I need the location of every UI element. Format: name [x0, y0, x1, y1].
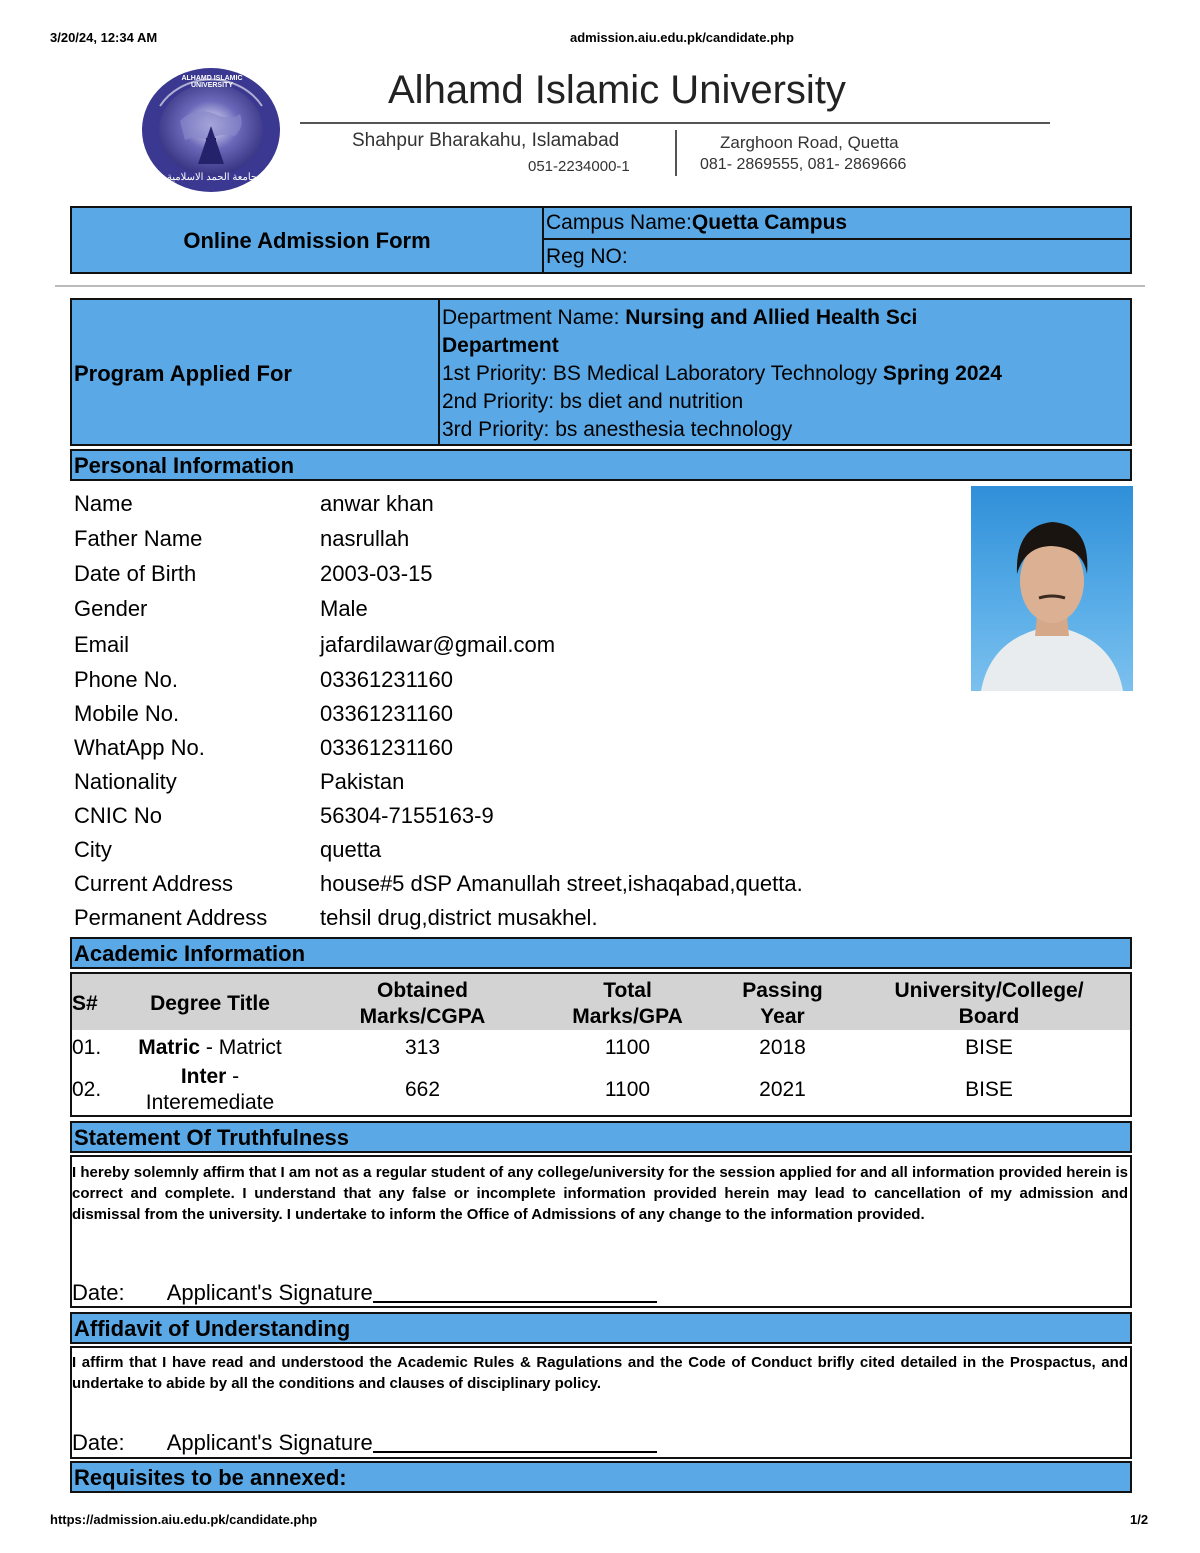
row1-total: 1100: [604, 1036, 651, 1059]
row1-board: BISE: [965, 1036, 1013, 1059]
priority1: 1st Priority: BS Medical Laboratory Technology: [442, 362, 883, 385]
field-label: Name: [74, 491, 133, 516]
field-value: jafardilawar@gmail.com: [320, 632, 556, 657]
field-value: 2003-03-15: [320, 561, 433, 586]
th-year-1: Passing: [742, 979, 823, 1002]
affidavit-signature-line: [72, 1430, 657, 1456]
row2-total: 1100: [604, 1078, 651, 1101]
print-page-number: 1/2: [1130, 1512, 1149, 1527]
field-label: WhatApp No.: [74, 735, 205, 760]
row1-obtained: 313: [404, 1036, 441, 1059]
priority2: 2nd Priority: bs diet and nutrition: [442, 390, 744, 413]
truthfulness-section-title: Statement Of Truthfulness: [74, 1125, 350, 1150]
row2-year: 2021: [759, 1078, 806, 1101]
th-total-2: Marks/GPA: [572, 1005, 683, 1028]
affidavit-signature-blank: [373, 1451, 657, 1453]
field-value: 03361231160: [320, 701, 453, 726]
affidavit-signature-label: Applicant's Signature: [166, 1430, 373, 1455]
field-label: Nationality: [74, 769, 177, 794]
affidavit-text: I affirm that I have read and understood the Academic Rules & Ragulations and the Code of Conduct brifly cited detailed in the Prospactus, and undertake to abide by all the conditions and clauses of disciplinary policy.: [72, 1354, 1128, 1392]
applicant-photo: [971, 486, 1133, 691]
field-value: anwar khan: [320, 491, 434, 516]
row2-degree-rest: -: [226, 1065, 240, 1088]
campus-label: Campus Name:: [546, 211, 692, 234]
header-divider: [675, 130, 677, 176]
field-label: Current Address: [74, 871, 233, 896]
row2-obtained: 662: [404, 1078, 441, 1101]
campus1-address: Shahpur Bharakahu, Islamabad: [352, 130, 620, 151]
row1-degree-bold: Matric: [138, 1036, 201, 1059]
program-details: [442, 304, 1122, 444]
th-obtained: [320, 978, 525, 1030]
field-label: Email: [74, 632, 130, 657]
dept-value-1: Nursing and Allied Health Sci: [625, 306, 918, 329]
affidavit-section-title: Affidavit of Understanding: [74, 1316, 351, 1341]
logo-text-top: ALHAMD ISLAMIC UNIVERSITY: [181, 75, 243, 89]
reg-label: Reg NO:: [546, 245, 628, 268]
th-board-2: Board: [958, 1005, 1020, 1028]
truthfulness-signature-blank: [373, 1301, 657, 1303]
row1-year: 2018: [759, 1036, 806, 1059]
row1-sno: 01.: [72, 1036, 102, 1059]
truthfulness-signature-label: Applicant's Signature: [166, 1280, 373, 1305]
campus2-address: Zarghoon Road, Quetta: [720, 133, 899, 152]
th-sno: S#: [72, 992, 98, 1015]
campus-value: Quetta Campus: [691, 211, 848, 234]
personal-section-title: Personal Information: [74, 453, 295, 478]
field-value: house#5 dSP Amanullah street,ishaqabad,quetta.: [320, 871, 803, 896]
priority1-session: Spring 2024: [882, 362, 1002, 385]
truthfulness-date-label: Date:: [72, 1280, 125, 1305]
th-total: [525, 978, 730, 1030]
row1-degree-rest: - Matrict: [200, 1036, 282, 1059]
print-datetime: 3/20/24, 12:34 AM: [50, 30, 158, 45]
department-line: [442, 304, 1122, 332]
th-degree: Degree Title: [150, 992, 270, 1015]
th-board-1: University/College/: [894, 979, 1084, 1002]
field-label: Permanent Address: [74, 905, 268, 930]
th-obtained-1: Obtained: [376, 979, 468, 1002]
reg-box: [542, 238, 1132, 274]
field-label: Phone No.: [74, 667, 178, 692]
dept-value-2: Department: [442, 334, 559, 357]
row1-degree: [110, 1036, 310, 1060]
field-value: Male: [320, 596, 368, 621]
separator-line: [55, 285, 1145, 287]
field-label: Date of Birth: [74, 561, 197, 586]
program-label: Program Applied For: [74, 361, 292, 386]
th-year-2: Year: [760, 1005, 805, 1028]
priority3: 3rd Priority: bs anesthesia technology: [442, 418, 793, 441]
print-url-bottom: https://admission.aiu.edu.pk/candidate.php: [50, 1512, 318, 1527]
campus-line: [546, 211, 847, 235]
affidavit-date-label: Date:: [72, 1430, 125, 1455]
row2-board: BISE: [965, 1078, 1013, 1101]
row2-degree-bold: Inter: [180, 1065, 227, 1088]
field-value: tehsil drug,district musakhel.: [320, 905, 598, 930]
row2-sno: 02.: [72, 1078, 102, 1101]
print-url-top: admission.aiu.edu.pk/candidate.php: [570, 30, 794, 45]
university-name: Alhamd Islamic University: [388, 68, 846, 112]
field-value: 03361231160: [320, 667, 453, 692]
form-title: Online Admission Form: [183, 228, 431, 253]
th-total-1: Total: [603, 979, 652, 1002]
requisites-section-title: Requisites to be annexed:: [74, 1465, 347, 1490]
field-value: Pakistan: [320, 769, 405, 794]
row2-degree: [110, 1064, 310, 1116]
logo-text-bottom: جامعة الحمد الاسلامية: [166, 172, 258, 183]
th-obtained-2: Marks/CGPA: [359, 1005, 486, 1028]
academic-section-title: Academic Information: [74, 941, 306, 966]
field-label: Gender: [74, 596, 148, 621]
field-label: Father Name: [74, 526, 203, 551]
campus2-phone: 081- 2869555, 081- 2869666: [700, 156, 907, 173]
campus1-phone: 051-2234000-1: [528, 158, 630, 175]
th-year: [715, 978, 850, 1030]
dept-label: Department Name:: [442, 306, 626, 329]
truthfulness-signature-line: [72, 1280, 657, 1306]
field-label: City: [74, 837, 112, 862]
truthfulness-text: I hereby solemnly affirm that I am not as a regular student of any college/university for the session applied for and all information provided herein is correct and complete. I understand that any false or incomplete information provided herein may lead to cancellation of my admission and dismissal from the university. I undertake to inform the Office of Admissions of any change to the information provided.: [72, 1164, 1128, 1223]
row2-degree-line2: Interemediate: [145, 1091, 275, 1114]
field-label: Mobile No.: [74, 701, 180, 726]
field-label: CNIC No: [74, 803, 163, 828]
field-value: 03361231160: [320, 735, 453, 760]
university-logo: [140, 66, 282, 194]
field-value: quetta: [320, 837, 382, 862]
th-board: [860, 978, 1118, 1030]
field-value: nasrullah: [320, 526, 410, 551]
field-value: 56304-7155163-9: [320, 803, 494, 828]
priority1-line: [442, 360, 1122, 388]
header-rule: [300, 122, 1050, 124]
